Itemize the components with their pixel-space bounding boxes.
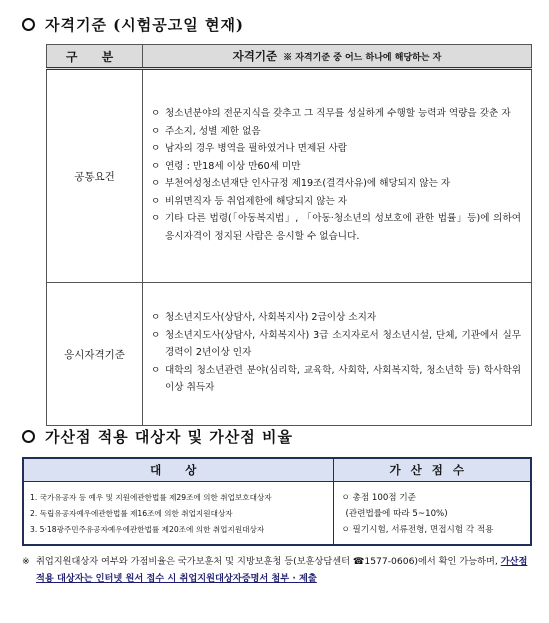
footnote-emphasis: 가산점 적용 대상자는 인터넷 원서 접수 시 취업지원대상자증명서 첨부 · 제출: [36, 556, 528, 584]
criteria-list: [143, 283, 532, 426]
table-row: [23, 482, 531, 546]
list-item: [151, 309, 521, 327]
item-text: 부천여성청소년재단 인사규정 제19조(결격사유)에 해당되지 않는 자: [165, 178, 451, 189]
header-target: 대 상: [23, 458, 333, 482]
list-item: [342, 490, 527, 506]
section-title: 가산점 적용 대상자 및 가산점 비율: [45, 428, 293, 446]
item-text: 비위면직자 등 취업제한에 해당되지 않는 자: [165, 195, 348, 207]
list-item: [151, 210, 521, 245]
circle-bullet-icon: ㅇ: [341, 525, 350, 535]
list-item: [151, 175, 521, 193]
list-item: 3. 5·18광주민주유공자예우에관한법률 제20조에 의한 취업지원대상자: [30, 525, 265, 534]
list-item: [151, 193, 521, 211]
circle-bullet-icon: ㅇ: [151, 195, 161, 207]
footnote-text: 취업지원대상자 여부와 가점비율은 국가보훈처 및 지방보훈청 등(보훈상담센터 ☎1577-0606)에서 확인 가능하며,: [36, 556, 498, 567]
section-heading-qualification: [22, 14, 244, 35]
list-item: [151, 140, 521, 158]
row-label-eligibility: 응시자격기준: [47, 283, 143, 426]
header-criteria-note: ※ 자격기준 중 어느 하나에 해당하는 자: [283, 53, 442, 63]
header-criteria: [143, 45, 532, 69]
list-item: [151, 327, 521, 362]
header-category: 구 분: [47, 45, 143, 69]
item-text: 기타 다른 법령(「아동복지법」, 「아동·청소년의 성보호에 관한 법률」등)에 의하여 응시자격이 정지된 사람은 응시할 수 없습니다.: [165, 213, 521, 242]
circle-bullet-icon: ㅇ: [341, 493, 350, 503]
circle-bullet-icon: ㅇ: [151, 329, 161, 341]
section-title: 자격기준 (시험공고일 현재): [45, 16, 245, 34]
qualification-table: [46, 44, 532, 426]
list-item: 2. 독립유공자예우에관한법률 제16조에 의한 취업지원대상자: [30, 509, 233, 518]
footnote: [22, 553, 532, 587]
circle-bullet-icon: ㅇ: [151, 160, 161, 172]
item-text: 청소년지도사(상담사, 사회복지사) 3급 소지자로서 청소년시설, 단체, 기관에서 실무 경력이 2년이상 인자: [165, 329, 521, 359]
criteria-list: [143, 69, 532, 283]
section-heading-bonus: [22, 426, 293, 447]
circle-bullet-icon: [22, 430, 35, 443]
list-item: [151, 158, 521, 176]
target-list: [23, 482, 333, 546]
circle-bullet-icon: ㅇ: [151, 178, 161, 189]
circle-bullet-icon: ㅇ: [151, 143, 161, 154]
item-text: 대학의 청소년관련 분야(심리학, 교육학, 사회학, 사회복지학, 청소년학 등) 학사학위 이상 취득자: [165, 364, 521, 394]
table-row: [47, 283, 532, 426]
circle-bullet-icon: [22, 18, 35, 31]
circle-bullet-icon: ㅇ: [151, 312, 161, 324]
circle-bullet-icon: ㅇ: [151, 125, 161, 137]
item-text: 청소년분야의 전문지식을 갖추고 그 직무를 성실하게 수행할 능력과 역량을 갖춘 자: [165, 108, 511, 119]
points-list: [333, 482, 531, 546]
header-criteria-label: 자격기준: [232, 49, 278, 63]
item-text: 남자의 경우 병역을 필하였거나 면제된 사람: [165, 143, 348, 154]
list-item: 1. 국가유공자 등 예우 및 지원에관한법률 제29조에 의한 취업보호대상자: [30, 493, 272, 502]
list-item: [151, 362, 521, 397]
list-item: [342, 522, 527, 538]
circle-bullet-icon: ㅇ: [151, 213, 161, 224]
header-points: 가산점수: [333, 458, 531, 482]
item-text: 청소년지도사(상담사, 사회복지사) 2급이상 소지자: [165, 312, 377, 324]
list-item: [151, 123, 521, 141]
reference-mark-icon: ※: [22, 556, 30, 567]
list-item: [151, 105, 521, 123]
list-item: (관련법률에 따라 5~10%): [345, 509, 448, 519]
circle-bullet-icon: ㅇ: [151, 108, 161, 119]
table-row: [47, 69, 532, 283]
item-text: 총점 100점 기준: [352, 493, 416, 503]
item-text: 연령 : 만18세 이상 만60세 미만: [165, 160, 301, 172]
row-label-common: 공통요건: [47, 69, 143, 283]
item-text: 필기시험, 서류전형, 면접시험 각 적용: [352, 525, 494, 535]
bonus-table: [22, 457, 532, 546]
circle-bullet-icon: ㅇ: [151, 364, 161, 376]
item-text: 주소지, 성별 제한 없음: [165, 125, 261, 137]
